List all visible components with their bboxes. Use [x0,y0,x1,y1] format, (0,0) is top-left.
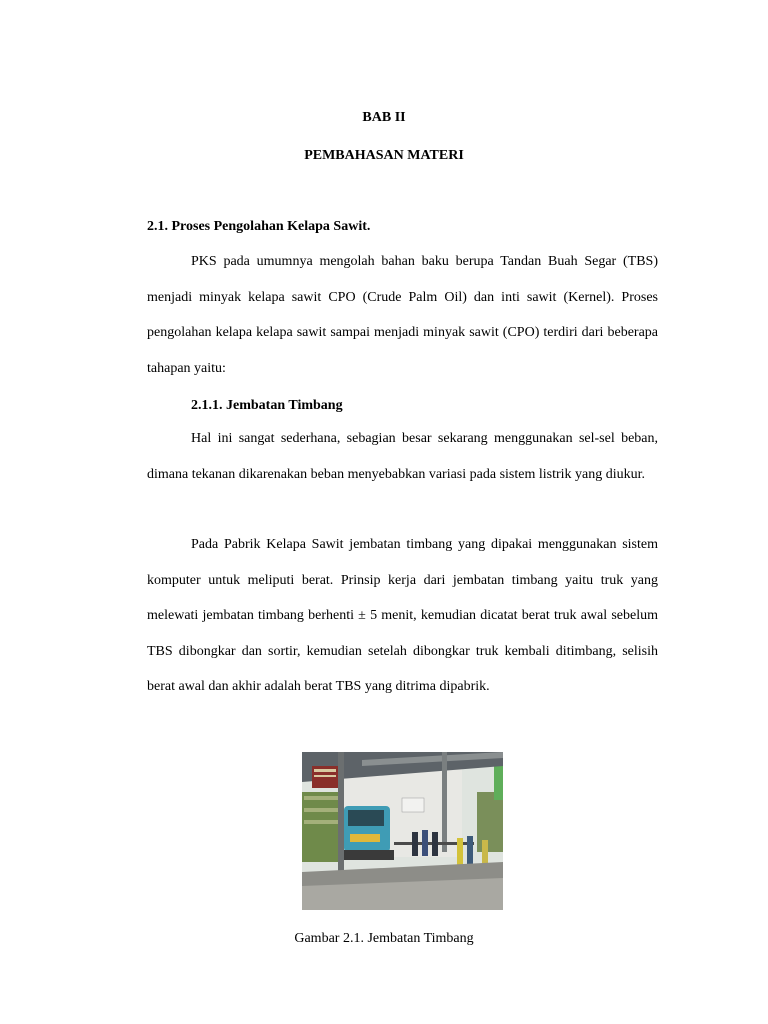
weighbridge-photo-illustration [302,752,503,910]
section-paragraph-text: PKS pada umumnya mengolah bahan baku berupa Tandan Buah Segar (TBS) menjadi minyak kelapa sawit CPO (Crude Palm Oil) dan inti sawit (Kernel). Proses pengolahan kelapa kelapa sawit sampai menjadi minyak sawit (CPO) terdiri dari beberapa tahapan yaitu: [147,254,658,376]
weighbridge-photo [302,752,503,910]
subsection-heading: 2.1.1. Jembatan Timbang [191,398,343,413]
section-paragraph [147,244,658,386]
subsection-paragraph-1-text: Hal ini sangat sederhana, sebagian besar sekarang menggunakan sel-sel beban, dimana tekanan dikarenakan beban menyebabkan variasi pada sistem listrik yang diukur. [147,431,658,482]
chapter-number: BAB II [362,110,406,125]
chapter-title: PEMBAHASAN MATERI [304,148,464,163]
subsection-paragraph-2-text: Pada Pabrik Kelapa Sawit jembatan timbang yang dipakai menggunakan sistem komputer untuk meliputi berat. Prinsip kerja dari jembatan timbang yaitu truk yang melewati jembatan timbang berhenti ± 5 menit, kemudian dicatat berat truk awal sebelum TBS dibongkar dan sortir, kemudian setelah dibongkar truk kembali ditimbang, selisih berat awal dan akhir adalah berat TBS yang ditrima dipabrik. [147,537,658,694]
subsection-paragraph-2 [147,527,658,705]
figure-caption: Gambar 2.1. Jembatan Timbang [294,931,474,946]
subsection-paragraph-1 [147,421,658,492]
section-heading: 2.1. Proses Pengolahan Kelapa Sawit. [147,219,371,234]
